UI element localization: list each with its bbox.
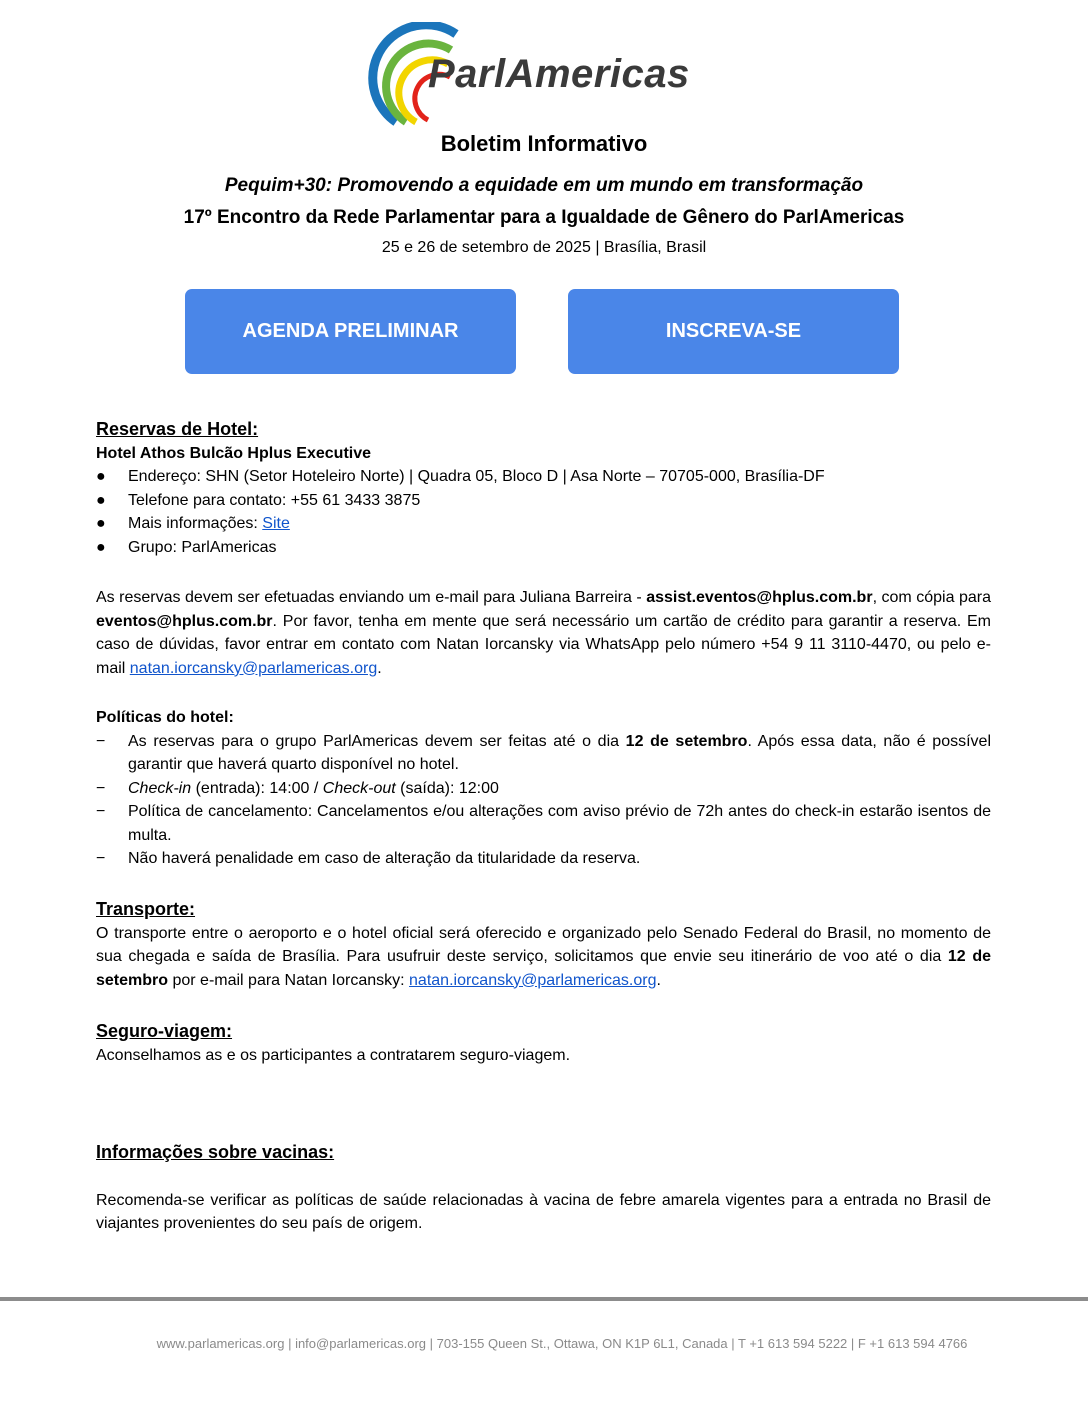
policies-list	[96, 730, 991, 871]
list-item	[96, 800, 991, 847]
agenda-preliminar-button[interactable]: AGENDA PRELIMINAR	[185, 289, 516, 374]
hotel-section	[96, 418, 991, 559]
page-title: Boletim Informativo	[440, 131, 648, 156]
bullet-icon: ●	[96, 538, 106, 556]
ownership-policy: Não haverá penalidade em caso de alteração da titularidade da reserva.	[128, 850, 641, 867]
reservation-text: .	[377, 659, 382, 677]
policy-text: . Após essa data, não é possível garantir que haverá quarto disponível no hotel.	[128, 732, 991, 773]
list-item	[96, 730, 991, 777]
assist-email: assist.eventos@hplus.com.br	[646, 589, 873, 606]
hotel-phone: Telefone para contato: +55 61 3433 3875	[128, 491, 421, 509]
hotel-group: Grupo: ParlAmericas	[128, 538, 277, 556]
vaccines-heading: Informações sobre vacinas:	[96, 1142, 335, 1162]
insurance-heading: Seguro-viagem:	[96, 1021, 233, 1041]
reservation-text: , com cópia para	[872, 589, 992, 606]
cancellation-policy: Política de cancelamento: Cancelamentos e/ou alterações com aviso prévio de 72h antes do check-in estarão isentos de multa.	[128, 803, 991, 844]
dash-icon: −	[96, 803, 106, 820]
transport-text: por e-mail para Natan Iorcansky:	[168, 971, 410, 989]
event-name: 17º Encontro da Rede Parlamentar para a Igualdade de Gênero do ParlAmericas	[183, 207, 905, 228]
checkout-value: (saída): 12:00	[395, 779, 499, 797]
logo-text: ParlAmericas	[428, 52, 690, 96]
list-item	[96, 465, 991, 489]
transport-email-link[interactable]: natan.iorcansky@parlamericas.org	[409, 971, 657, 989]
policies-heading: Políticas do hotel:	[96, 709, 234, 726]
policies-section	[96, 706, 991, 871]
parlamericas-logo	[356, 22, 726, 127]
bullet-icon: ●	[96, 515, 106, 532]
vaccines-section	[96, 1141, 991, 1236]
natan-email-link[interactable]: natan.iorcansky@parlamericas.org	[129, 659, 378, 677]
footer-contact: www.parlamericas.org | info@parlamericas.org | 703-155 Queen St., Ottawa, ON K1P 6L1, Canada | T +1 613 594 5222 | F +1 613 594 4766	[156, 1336, 968, 1351]
footer-divider	[0, 1297, 1088, 1301]
bullet-icon: ●	[96, 468, 106, 485]
hotel-details-list	[96, 465, 991, 559]
list-item	[96, 777, 991, 801]
more-info-label: Mais informações:	[128, 515, 263, 532]
checkout-label: Check-out	[322, 779, 396, 797]
transport-section	[96, 898, 991, 992]
checkin-value: (entrada): 14:00 /	[191, 779, 323, 797]
eventos-email: eventos@hplus.com.br	[96, 612, 273, 630]
dash-icon: −	[96, 779, 106, 797]
insurance-section	[96, 1020, 991, 1067]
insurance-text: Aconselhamos as e os participantes a contratarem seguro-viagem.	[96, 1046, 571, 1064]
reservation-text: . Por favor, tenha em mente que será necessário um cartão de crédito para garantir a reserva. Em caso de dúvidas, favor entrar em contato com Natan Iorcansky via WhatsApp pelo número +54 9 11 3110-4470, ou pelo e-mail	[96, 612, 991, 677]
event-theme: Pequim+30: Promovendo a equidade em um mundo em transformação	[224, 175, 864, 196]
hotel-name: Hotel Athos Bulcão Hplus Executive	[96, 444, 372, 462]
list-item	[96, 512, 991, 536]
hotel-address: Endereço: SHN (Setor Hoteleiro Norte) | Quadra 05, Bloco D | Asa Norte – 70705-000, Brasília-DF	[128, 468, 825, 485]
hotel-heading: Reservas de Hotel:	[96, 419, 259, 439]
reservation-paragraph	[96, 586, 991, 680]
list-item	[96, 847, 991, 871]
transport-text: O transporte entre o aeroporto e o hotel oficial será oferecido e organizado pelo Senado Federal do Brasil, no momento de sua chegada e saída de Brasília. Para usufruir deste serviço, solicitamos que envie seu itinerário de voo até o dia	[96, 924, 991, 965]
dash-icon: −	[96, 850, 106, 867]
checkin-label: Check-in	[128, 779, 192, 797]
policy-text: As reservas para o grupo ParlAmericas devem ser feitas até o dia	[128, 732, 626, 750]
event-date-location: 25 e 26 de setembro de 2025 | Brasília, Brasil	[381, 239, 707, 256]
reservation-text: As reservas devem ser efetuadas enviando um e-mail para Juliana Barreira -	[96, 589, 647, 606]
inscreva-se-button[interactable]: INSCREVA-SE	[568, 289, 899, 374]
transport-deadline: 12 de setembro	[96, 948, 991, 989]
bullet-icon: ●	[96, 491, 106, 509]
transport-heading: Transporte:	[96, 899, 196, 919]
dash-icon: −	[96, 732, 106, 750]
list-item	[96, 536, 991, 560]
transport-paragraph	[96, 922, 991, 993]
deadline-date: 12 de setembro	[625, 732, 748, 750]
vaccines-text: Recomenda-se verificar as políticas de saúde relacionadas à vacina de febre amarela vigentes para a entrada no Brasil de viajantes provenientes do seu país de origem.	[96, 1191, 991, 1232]
list-item	[96, 489, 991, 513]
hotel-site-link[interactable]: Site	[262, 515, 290, 532]
transport-text: .	[656, 971, 661, 989]
